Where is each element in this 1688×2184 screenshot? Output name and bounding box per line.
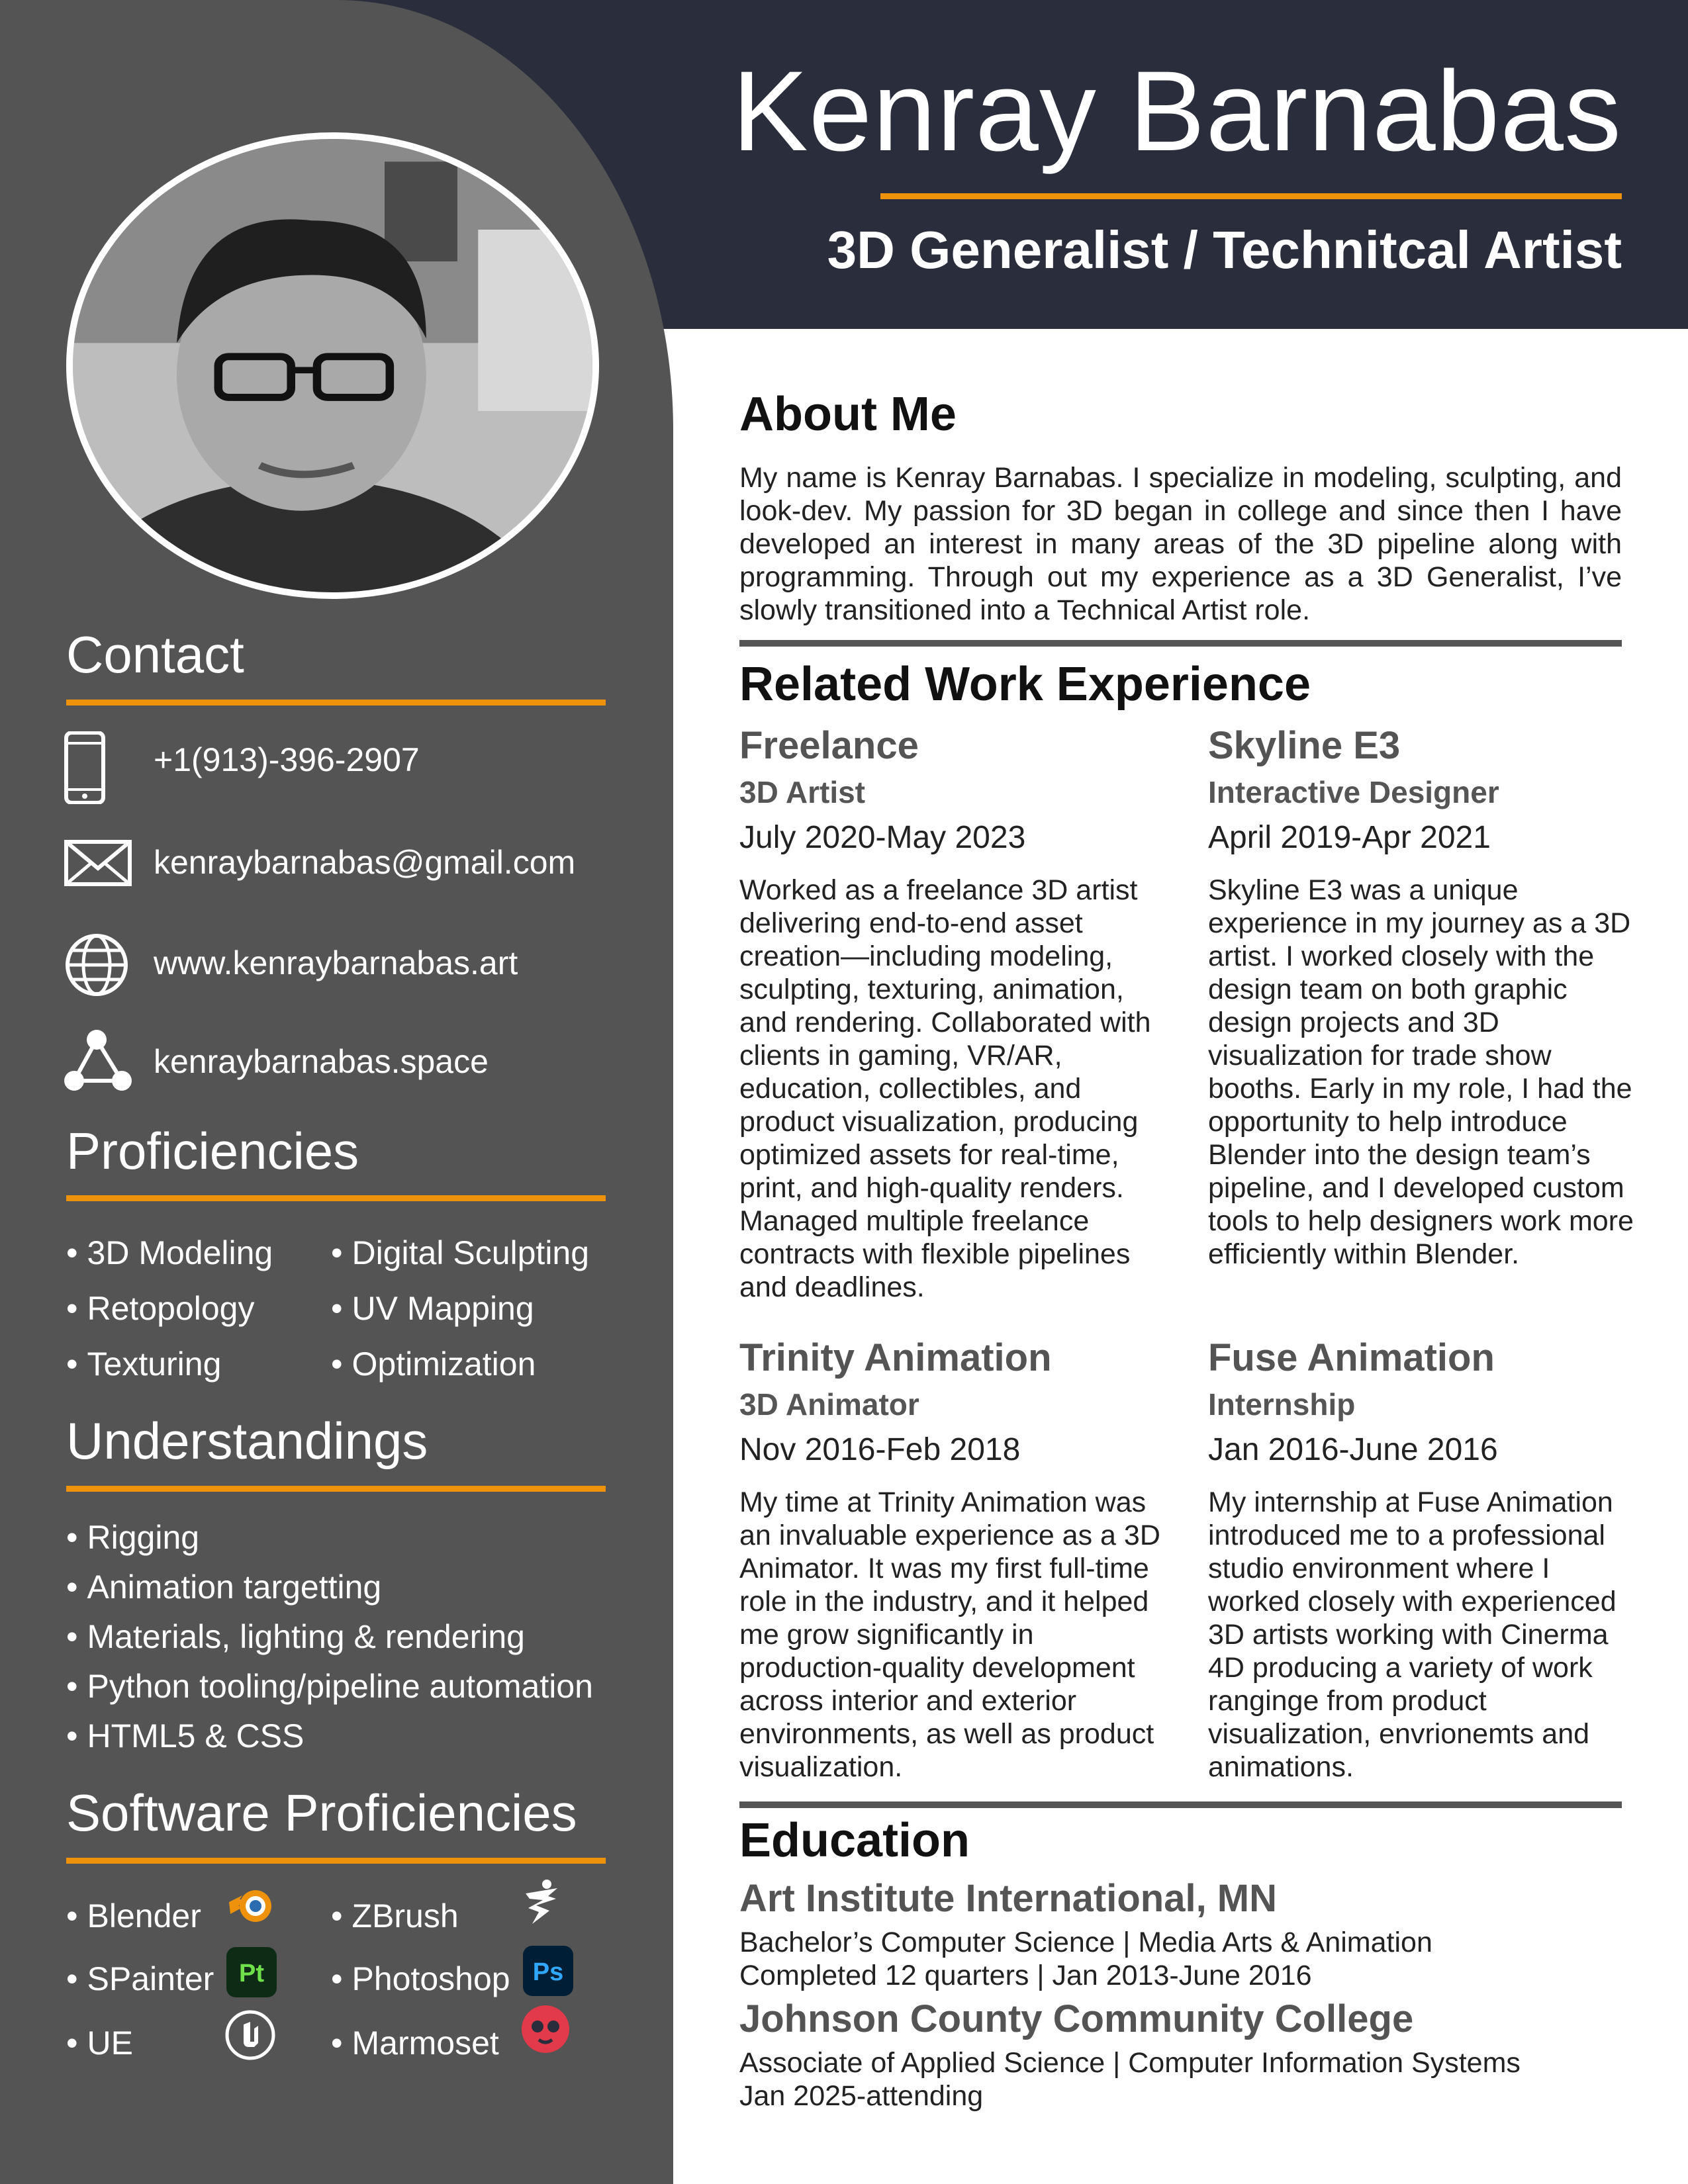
mail-icon xyxy=(64,834,136,907)
phone-number[interactable]: +1(913)-396-2907 xyxy=(154,741,420,778)
proficiency-item: • Digital Sculpting xyxy=(331,1236,589,1269)
marmoset-icon xyxy=(519,2003,572,2056)
svg-text:Ps: Ps xyxy=(532,1958,564,1986)
about-divider xyxy=(739,640,1622,647)
software-item-blender: • Blender xyxy=(66,1899,201,1933)
software-item-ue: • UE xyxy=(66,2026,133,2060)
resume-title: 3D Generalist / Technitcal Artist xyxy=(827,220,1622,279)
understanding-item: • HTML5 & CSS xyxy=(66,1719,304,1752)
job-role: Interactive Designer xyxy=(1208,775,1499,809)
job-dates: April 2019-Apr 2021 xyxy=(1208,820,1491,855)
understanding-item: • Animation targetting xyxy=(66,1570,381,1604)
job-entry xyxy=(739,724,1176,1304)
experience-heading: Related Work Experience xyxy=(739,658,1311,711)
globe-icon xyxy=(64,932,136,1005)
proficiency-item: • 3D Modeling xyxy=(66,1236,273,1269)
job-company: Skyline E3 xyxy=(1208,724,1401,767)
software-heading: Software Proficiencies xyxy=(66,1784,577,1842)
software-divider xyxy=(66,1858,606,1864)
job-role: 3D Animator xyxy=(739,1387,919,1422)
understanding-item: • Rigging xyxy=(66,1521,199,1554)
software-item-photoshop: • Photoshop xyxy=(331,1962,510,1995)
job-description: My internship at Fuse Animation introduced me to a professional studio environment where I worked closely with experienced 3D artists working with Cinerma 4D producing a variety of work ranginge from product visualization, envrionemts and animations. xyxy=(1208,1486,1617,1783)
contact-portfolio xyxy=(64,1028,613,1101)
portfolio-url[interactable]: kenraybarnabas.space xyxy=(154,1043,489,1080)
job-dates: Jan 2016-June 2016 xyxy=(1208,1432,1498,1467)
software-item-marmoset: • Marmoset xyxy=(331,2026,499,2060)
experience-divider xyxy=(739,1801,1622,1808)
understanding-item: • Materials, lighting & rendering xyxy=(66,1620,525,1653)
job-dates: Nov 2016-Feb 2018 xyxy=(739,1432,1021,1467)
job-entry xyxy=(1208,724,1645,1271)
job-company: Trinity Animation xyxy=(739,1336,1052,1379)
job-role: Internship xyxy=(1208,1387,1356,1422)
blender-icon xyxy=(225,1880,278,1933)
education-school: Johnson County Community College xyxy=(739,1997,1414,2040)
contact-website xyxy=(64,932,613,1005)
education-school: Art Institute International, MN xyxy=(739,1877,1277,1920)
email-address[interactable]: kenraybarnabas@gmail.com xyxy=(154,844,576,881)
website-url[interactable]: www.kenraybarnabas.art xyxy=(154,944,518,981)
education-heading: Education xyxy=(739,1814,970,1867)
contact-divider xyxy=(66,700,606,705)
phone-icon xyxy=(64,731,136,804)
contact-phone xyxy=(64,731,613,804)
name-divider xyxy=(880,193,1622,199)
photoshop-icon xyxy=(522,1944,575,1997)
proficiency-item: • Retopology xyxy=(66,1292,254,1325)
contact-heading: Contact xyxy=(66,625,244,684)
unreal-engine-icon xyxy=(224,2009,277,2062)
education-degree: Associate of Applied Science | Computer Information Systems xyxy=(739,2047,1521,2079)
understanding-item: • Python tooling/pipeline automation xyxy=(66,1670,593,1703)
sidebar xyxy=(0,0,673,2184)
resume-name: Kenray Barnabas xyxy=(731,48,1622,175)
profile-photo xyxy=(66,132,599,599)
proficiencies-heading: Proficiencies xyxy=(66,1122,359,1180)
education-dates: Completed 12 quarters | Jan 2013-June 2016 xyxy=(739,1960,1312,1991)
education-dates: Jan 2025-attending xyxy=(739,2080,984,2112)
understandings-heading: Understandings xyxy=(66,1412,428,1470)
job-description: My time at Trinity Animation was an invaluable experience as a 3D Animator. It was my first full-time role in the industry, and it helped me grow significantly in production-quality development across interior and exterior environments, as well as product visualization. xyxy=(739,1486,1160,1783)
education-degree: Bachelor’s Computer Science | Media Arts & Animation xyxy=(739,1927,1432,1958)
about-text: My name is Kenray Barnabas. I specialize in modeling, sculpting, and look-dev. My passion for 3D began in college and since then I have developed an interest in many areas of the 3D pipeline along with programming. Through out my experience as a 3D Generalist, I’ve slowly transitioned into a Technical Artist role. xyxy=(739,462,1622,626)
svg-text:Pt: Pt xyxy=(239,1960,264,1987)
proficiency-item: • Optimization xyxy=(331,1347,536,1381)
proficiency-item: • UV Mapping xyxy=(331,1292,534,1325)
job-description: Skyline E3 was a unique experience in my journey as a 3D artist. I worked closely with the design team on both graphic design projects and 3D visualization for trade show booths. Early in my role, I had the opportunity to help introduce Blender into the design team’s pipeline, and I developed custom tools to help designers work more efficiently within Blender. xyxy=(1208,874,1634,1270)
network-icon xyxy=(64,1028,136,1101)
proficiencies-divider xyxy=(66,1195,606,1201)
job-company: Fuse Animation xyxy=(1208,1336,1495,1379)
job-dates: July 2020-May 2023 xyxy=(739,820,1026,855)
job-company: Freelance xyxy=(739,724,919,767)
job-description: Worked as a freelance 3D artist delivering end-to-end asset creation—including modeling, sculpting, texturing, animation, and rendering. Collaborated with clients in gaming, VR/AR, education, collectibles, and product visualization, producing optimized assets for real-time, print, and high-quality renders. Managed multiple freelance contracts with flexible pipelines and deadlines. xyxy=(739,874,1151,1303)
job-entry xyxy=(1208,1336,1645,1784)
job-entry xyxy=(739,1336,1176,1784)
job-role: 3D Artist xyxy=(739,775,865,809)
zbrush-icon xyxy=(516,1876,569,1929)
contact-email xyxy=(64,834,613,907)
proficiency-item: • Texturing xyxy=(66,1347,221,1381)
software-item-zbrush: • ZBrush xyxy=(331,1899,459,1933)
substance-painter-icon xyxy=(225,1946,278,1999)
about-heading: About Me xyxy=(739,388,957,441)
understandings-divider xyxy=(66,1486,606,1492)
software-item-spainter: • SPainter xyxy=(66,1962,214,1995)
